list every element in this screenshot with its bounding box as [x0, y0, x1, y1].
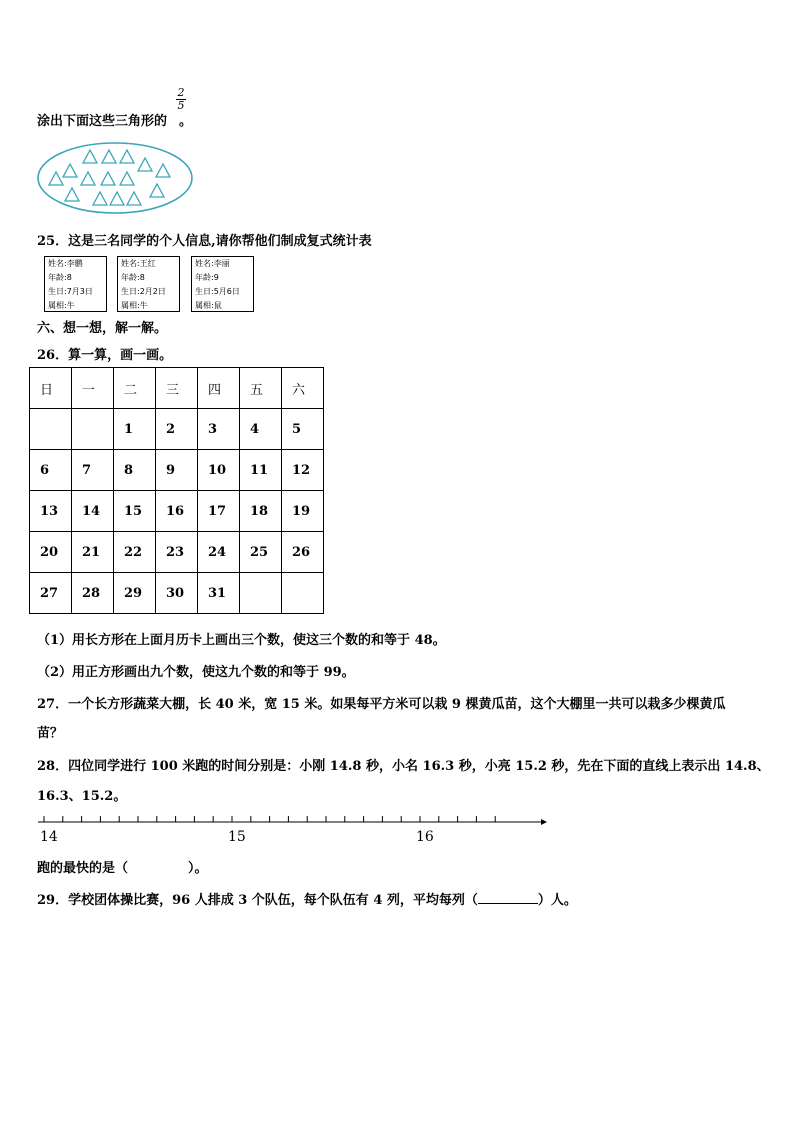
triangle-shape[interactable]: [101, 172, 115, 185]
q24-text: 涂出下面这些三角形的 。: [37, 114, 193, 129]
card-age: 年龄:8: [121, 273, 145, 282]
weekday-cell: 三: [156, 368, 198, 409]
triangle-shape[interactable]: [120, 150, 134, 163]
day-cell: 27: [30, 573, 72, 614]
day-cell: 16: [156, 491, 198, 532]
day-cell: 11: [240, 450, 282, 491]
weekday-cell: 日: [30, 368, 72, 409]
triangle-ellipse-figure: [36, 141, 196, 217]
day-cell: 15: [114, 491, 156, 532]
weekday-cell: 四: [198, 368, 240, 409]
day-cell: 6: [30, 450, 72, 491]
answer-blank[interactable]: [478, 891, 538, 904]
number-line-label: 14: [40, 829, 58, 845]
card-age: 年龄:9: [195, 273, 219, 282]
number-line-label: 16: [416, 829, 434, 845]
card-age: 年龄:8: [48, 273, 72, 282]
day-cell: 18: [240, 491, 282, 532]
q26-sub1: （1）用长方形在上面月历卡上画出三个数，使这三个数的和等于 48。: [37, 633, 446, 648]
day-cell: 20: [30, 532, 72, 573]
q27-line2: 苗？: [37, 726, 64, 741]
day-cell: 1: [114, 409, 156, 450]
day-cell: 8: [114, 450, 156, 491]
day-cell: 28: [72, 573, 114, 614]
calendar-row: [30, 573, 324, 614]
weekday-cell: 二: [114, 368, 156, 409]
day-cell: 24: [198, 532, 240, 573]
triangle-shape[interactable]: [81, 172, 95, 185]
day-cell: 10: [198, 450, 240, 491]
section-6-heading: 六、想一想，解一解。: [37, 321, 168, 336]
day-cell: 26: [282, 532, 324, 573]
triangle-shape[interactable]: [83, 150, 97, 163]
triangle-shape[interactable]: [150, 184, 164, 197]
day-cell: 31: [198, 573, 240, 614]
day-cell: 14: [72, 491, 114, 532]
calendar-row: [30, 491, 324, 532]
day-cell: [30, 409, 72, 450]
q26-sub2: （2）用正方形画出九个数，使这九个数的和等于 99。: [37, 665, 355, 680]
triangle-shape[interactable]: [65, 188, 79, 201]
card-zodiac: 属相:鼠: [195, 301, 222, 310]
day-cell: 5: [282, 409, 324, 450]
day-cell: 21: [72, 532, 114, 573]
day-cell: [72, 409, 114, 450]
q28-line1: 28．四位同学进行 100 米跑的时间分别是：小刚 14.8 秒，小名 16.3 秒，小亮 15.2 秒，先在下面的直线上表示出 14.8、: [37, 759, 770, 774]
day-cell: 17: [198, 491, 240, 532]
triangle-shape[interactable]: [93, 192, 107, 205]
q25-text: 25．这是三名同学的个人信息,请你帮他们制成复式统计表: [37, 234, 372, 249]
calendar-row: [30, 532, 324, 573]
day-cell: [240, 573, 282, 614]
card-name: 姓名:李丽: [195, 259, 230, 268]
day-cell: 7: [72, 450, 114, 491]
day-cell: 29: [114, 573, 156, 614]
card-birthday: 生日:5月6日: [195, 287, 240, 296]
day-cell: 4: [240, 409, 282, 450]
q28-line2: 16.3、15.2。: [37, 789, 127, 804]
day-cell: 12: [282, 450, 324, 491]
info-card-2: [117, 256, 180, 312]
ellipse-outline: [38, 143, 192, 213]
day-cell: 3: [198, 409, 240, 450]
card-birthday: 生日:7月3日: [48, 287, 93, 296]
card-zodiac: 属相:牛: [48, 301, 75, 310]
q29-text: 29．学校团体操比赛，96 人排成 3 个队伍，每个队伍有 4 列，平均每列（ ）人。: [37, 893, 577, 908]
triangle-shape[interactable]: [110, 192, 124, 205]
fraction-two-fifths: $\frac{2}{5}$: [177, 86, 185, 112]
triangle-shape[interactable]: [127, 192, 141, 205]
calendar-table: [29, 367, 324, 614]
card-name: 姓名:王红: [121, 259, 156, 268]
calendar-row: [30, 409, 324, 450]
day-cell: 30: [156, 573, 198, 614]
q27-line1: 27．一个长方形蔬菜大棚，长 40 米，宽 15 米。如果每平方米可以栽 9 棵黄瓜苗，这个大棚里一共可以栽多少棵黄瓜: [37, 697, 726, 712]
triangle-shape[interactable]: [63, 164, 77, 177]
card-zodiac: 属相:牛: [121, 301, 148, 310]
card-name: 姓名:李鹏: [48, 259, 83, 268]
triangle-shape[interactable]: [156, 164, 170, 177]
day-cell: 13: [30, 491, 72, 532]
day-cell: 9: [156, 450, 198, 491]
day-cell: [282, 573, 324, 614]
info-card-1: [44, 256, 107, 312]
day-cell: 23: [156, 532, 198, 573]
day-cell: 22: [114, 532, 156, 573]
calendar-header-row: [30, 368, 324, 409]
info-card-3: [191, 256, 254, 312]
triangle-shape[interactable]: [49, 172, 63, 185]
number-line-arrow: [541, 819, 547, 825]
triangle-shape[interactable]: [138, 158, 152, 171]
triangle-shape[interactable]: [120, 172, 134, 185]
day-cell: 2: [156, 409, 198, 450]
number-line[interactable]: [36, 812, 550, 848]
card-birthday: 生日:2月2日: [121, 287, 166, 296]
day-cell: 19: [282, 491, 324, 532]
weekday-cell: 五: [240, 368, 282, 409]
day-cell: 25: [240, 532, 282, 573]
weekday-cell: 一: [72, 368, 114, 409]
triangle-shape[interactable]: [102, 150, 116, 163]
number-line-label: 15: [228, 829, 246, 845]
q28-fastest: 跑的最快的是（ ）。: [37, 861, 208, 876]
weekday-cell: 六: [282, 368, 324, 409]
calendar-row: [30, 450, 324, 491]
q26-text: 26．算一算，画一画。: [37, 348, 173, 363]
